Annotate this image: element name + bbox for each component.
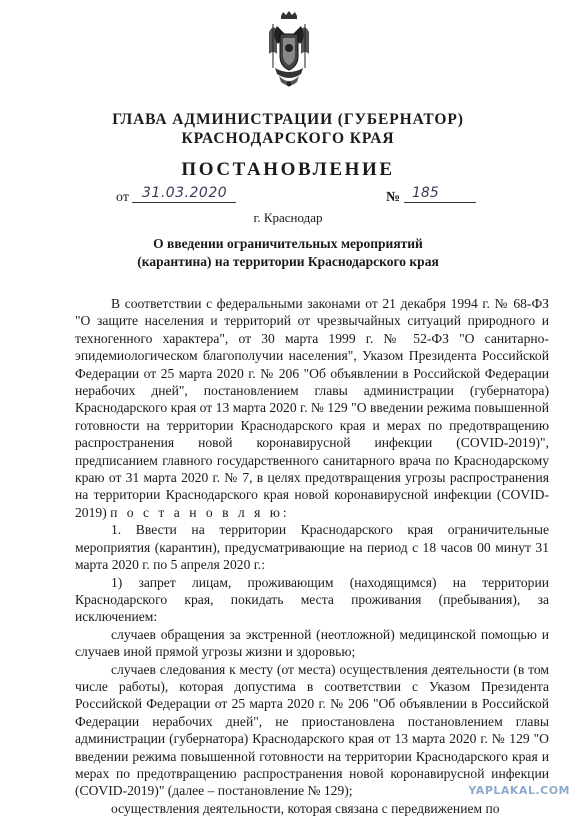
paragraph-subitem-1: 1) запрет лицам, проживающим (находящимся) на территории Краснодарского края, покидать места проживания (пребывания), за исключением:: [75, 574, 549, 625]
resolve-word: п о с т а н о в л я ю:: [110, 504, 290, 520]
preamble-text: В соответствии с федеральными законами от 21 декабря 1994 г. № 68-ФЗ "О защите населения и территорий от чрезвычайных ситуаций природного и техногенного характера", от 30 марта 1999 г. № 52-ФЗ "О санитарно-эпидемиологическом благополучии населения", Указом Президента Российской Федерации от 25 марта 2020 г. № 206 "Об объявлении в Российской Федерации нерабочих дней", постановлением главы администрации (губернатора) Краснодарского края от 13 марта 2020 г. № 129 "О введении режима повышенной готовности на территории Краснодарского края и мерах по предотвращению распространения новой коронавирусной инфекции (COVID-2019)", предписанием главного государственного санитарного врача по Краснодарскому краю от 31 марта 2020 г. № 7, в целях предотвращения угрозы распространения на территории Краснодарского края новой коронавирусной инфекции (COVID-2019): [75, 296, 549, 520]
city-label: г. Краснодар: [253, 210, 323, 225]
paragraph-exception-work: случаев следования к месту (от места) осуществления деятельности (в том числе работы), которая допустима в соответствии с Указом Президента Российской Федерации от 25 марта 2020 г. № 206 "Об объявлении в Российской Федерации нерабочих дней", не приостановлена постановлением главы администрации (губернатора) Краснодарского края от 13 марта 2020 г. № 129 "О введении режима повышенной готовности на территории Краснодарского края и мерах по предотвращению распространения новой коронавирусной инфекции (COVID-2019)" (далее – постановление № 129);: [75, 661, 549, 799]
document-title-line2: (карантина) на территории Краснодарского края: [137, 254, 439, 269]
paragraph-preamble: [75, 295, 549, 521]
paragraph-item-1: 1. Ввести на территории Краснодарского края ограничительные мероприятия (карантин), предусматривающие на период с 18 часов 00 минут 31 марта 2020 г. по 5 апреля 2020 г.:: [75, 522, 549, 573]
paragraph-exception-activity: осуществления деятельности, которая связана с передвижением по: [111, 800, 500, 816]
date-number-line: [116, 185, 476, 210]
document-title: [0, 235, 576, 271]
number-label: №: [386, 190, 401, 205]
document-type-heading: ПОСТАНОВЛЕНИЕ: [181, 159, 395, 180]
coat-of-arms-emblem: [263, 10, 315, 90]
issuer-title-line1: ГЛАВА АДМИНИСТРАЦИИ (ГУБЕРНАТОР): [112, 111, 464, 128]
issuer-title-line2: КРАСНОДАРСКОГО КРАЯ: [181, 130, 395, 147]
site-watermark: YAPLAKAL.COM: [468, 784, 570, 797]
number-value: 185: [404, 185, 476, 203]
paragraph-exception-medical: случаев обращения за экстренной (неотложной) медицинской помощью и случаев иной прямой угрозы жизни и здоровью;: [75, 626, 549, 660]
document-title-line1: О введении ограничительных мероприятий: [153, 236, 423, 251]
date-label: от: [116, 190, 129, 205]
date-value: 31.03.2020: [132, 185, 236, 203]
document-body: [75, 295, 549, 817]
